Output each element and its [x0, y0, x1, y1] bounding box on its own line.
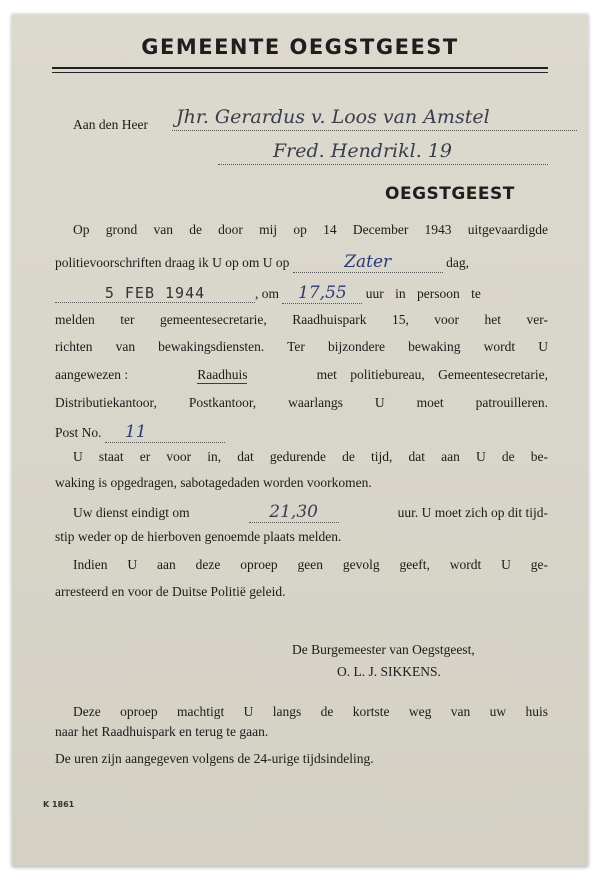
body-text: Uw dienst eindigt om: [73, 505, 190, 520]
name-field: [172, 106, 577, 131]
signature-name: O. L. J. SIKKENS.: [337, 664, 441, 679]
title-rule: [52, 67, 548, 69]
document-title: GEMEENTE OEGSTGEEST: [141, 35, 459, 59]
body-text: politievoorschriften draag ik U op om U op: [55, 255, 290, 270]
body-line: melden ter gemeentesecretarie, Raadhuispark 15, voor het ver-: [55, 312, 548, 327]
body-text: dag,: [446, 255, 469, 270]
title-rule-thin: [52, 72, 548, 73]
body-text: uur. U moet zich op dit tijd-: [397, 505, 548, 520]
street-field: [218, 140, 548, 165]
day-handwritten: Zater: [344, 252, 392, 272]
name-handwritten: Jhr. Gerardus v. Loos van Amstel: [176, 106, 490, 128]
post-label: Post No.: [55, 425, 102, 440]
town: OEGSTGEEST: [385, 184, 515, 204]
body-line: arresteerd en voor de Duitse Politië geleid.: [55, 584, 286, 599]
date-field: [55, 284, 255, 303]
body-line-end-time: [73, 502, 548, 523]
end-time-handwritten: 21,30: [269, 502, 318, 522]
body-text: aangewezen :: [55, 367, 129, 382]
time-field: [282, 283, 362, 304]
assigned-location: Raadhuis: [197, 367, 248, 382]
body-text: uur in persoon te: [365, 286, 481, 301]
post-handwritten: 11: [124, 422, 147, 442]
post-field: [105, 422, 225, 443]
end-time-field: [249, 502, 339, 523]
street-handwritten: Fred. Hendrikl. 19: [273, 140, 452, 162]
day-field: [293, 252, 443, 273]
footer-line: De uren zijn aangegeven volgens de 24-urige tijdsindeling.: [55, 751, 374, 766]
body-line: U staat er voor in, dat gedurende de tijd, dat aan U de be-: [73, 449, 548, 464]
body-line: waking is opgedragen, sabotagedaden worden voorkomen.: [55, 475, 372, 490]
signature-role: De Burgemeester van Oegstgeest,: [292, 642, 475, 657]
date-stamp: 5 FEB 1944: [104, 284, 206, 302]
form-code: K 1861: [43, 800, 75, 809]
time-handwritten: 17,55: [298, 283, 347, 303]
post-line: [55, 422, 225, 443]
body-line: Indien U aan deze oproep geen gevolg geeft, wordt U ge-: [73, 557, 548, 572]
body-line: Distributiekantoor, Postkantoor, waarlangs U moet patrouilleren.: [55, 395, 548, 410]
body-line-date: [55, 283, 548, 304]
body-text: met politiebureau, Gemeentesecretarie,: [316, 367, 548, 382]
body-line: richten van bewakingsdiensten. Ter bijzondere bewaking wordt U: [55, 339, 548, 354]
body-line: stip weder op de hierboven genoemde plaats melden.: [55, 529, 342, 544]
body-text: , om: [255, 286, 280, 301]
footer-line: Deze oproep machtigt U langs de kortste weg van uw huis: [73, 704, 548, 719]
body-line-day: [55, 252, 548, 273]
footer-line: naar het Raadhuispark en terug te gaan.: [55, 724, 269, 739]
body-line-assigned: [55, 367, 548, 384]
body-line: Op grond van de door mij op 14 December 1943 uitgevaardigde: [73, 222, 548, 237]
salutation: Aan den Heer: [73, 117, 148, 132]
